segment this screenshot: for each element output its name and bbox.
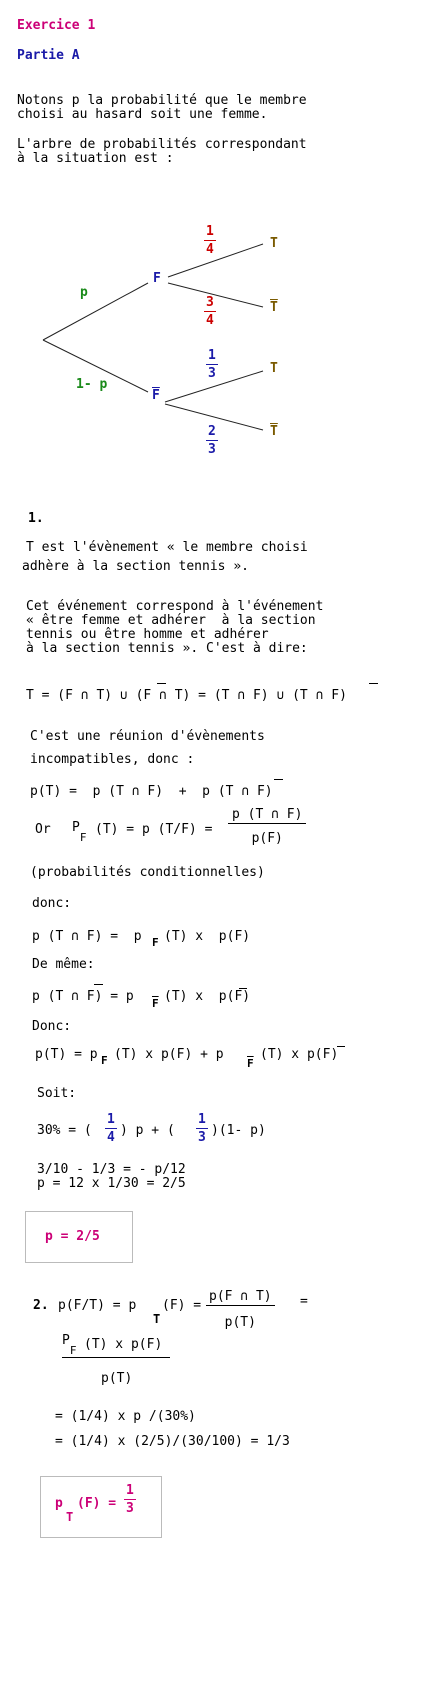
answer-p: p [55, 1496, 63, 1511]
equation-line: (T) x p(F) [164, 929, 251, 944]
equation-line: p (T ∩ F) = p [32, 989, 134, 1004]
node-Fbar: $\overline{F}$ [152, 388, 160, 403]
intro-line: L'arbre de probabilités correspondant [17, 137, 307, 152]
overline-mark [369, 683, 378, 684]
equation-line: 3/10 - 1/3 = - p/12 [37, 1162, 186, 1177]
equation-line: p (T ∩ F) = p [32, 929, 142, 944]
equation-line: (T) x p(F) [260, 1047, 339, 1062]
fraction-conditional: p (T ∩ F) p(F) [228, 807, 306, 846]
question-number: 2. [33, 1298, 49, 1313]
overline-mark [94, 984, 103, 985]
leaf-Tbar: $\overline{T}$ [270, 424, 278, 439]
label-or: Or [35, 822, 51, 837]
fraction-1-3: 1 3 [208, 348, 216, 381]
overline-mark [239, 988, 247, 989]
equation-T: T = (F ∩ T) ∪ (F ∩ T) = (T ∩ F) ∪ (T ∩ F) [26, 688, 347, 703]
equation-line: ) p + ( [120, 1123, 175, 1138]
intro-line: choisi au hasard soit une femme. [17, 107, 268, 122]
overline-mark [337, 1046, 345, 1047]
part-title: Partie A [17, 48, 80, 63]
text-line: tennis ou être homme et adhérer [26, 627, 269, 642]
overline-mark [157, 683, 166, 684]
fraction-1-4: 1 4 [206, 224, 214, 257]
equation-line: )(1- p) [211, 1123, 266, 1138]
answer-subscript: T [66, 1510, 74, 1524]
equation-sum: p(T) = p (T ∩ F) + p (T ∩ F) [30, 784, 273, 799]
leaf-T: T [270, 236, 278, 251]
equation-line: = (1/4) x p /(30%) [55, 1409, 196, 1424]
branch-label-p: p [80, 285, 88, 300]
branch-label-one-minus-p: 1- p [76, 377, 108, 392]
probability-tree [0, 0, 446, 470]
equals-sign: = [300, 1294, 308, 1309]
text-line: incompatibles, donc : [30, 752, 195, 767]
text-line: Cet événement correspond à l'événement [26, 599, 324, 614]
fraction-3-4: 3 4 [206, 295, 214, 328]
fraction-1-4: 1 4 [107, 1112, 115, 1145]
text-line: à la section tennis ». C'est à dire: [26, 641, 308, 656]
intro-line: à la situation est : [17, 151, 174, 166]
text-line: « être femme et adhérer à la section [26, 613, 316, 628]
question-number: 1. [28, 511, 44, 526]
text-line: Donc: [32, 1019, 72, 1034]
leaf-T: T [270, 361, 278, 376]
fraction-bayes: p(F ∩ T) p(T) [206, 1289, 275, 1330]
equation-line: (T) x p(F) [84, 1337, 163, 1352]
equation-line: (F) = [162, 1298, 202, 1313]
answer-mid: (F) = [77, 1496, 117, 1511]
text-line: Soit: [37, 1086, 77, 1101]
fraction-1-3: 1 3 [198, 1112, 206, 1145]
equation-line: p = 12 x 1/30 = 2/5 [37, 1176, 186, 1191]
text-line: adhère à la section tennis ». [22, 559, 249, 574]
answer-fraction: 1 3 [126, 1483, 134, 1516]
equation-line: (T) x p(F) [164, 989, 251, 1004]
text-line: C'est une réunion d'évènements [30, 729, 265, 744]
text-line: (probabilités conditionnelles) [30, 865, 265, 880]
equation-conditional: (T) = p (T/F) = [95, 822, 213, 837]
equation-line: p(T) [101, 1371, 133, 1386]
intro-line: Notons p la probabilité que le membre [17, 93, 307, 108]
text-line: T est l'évènement « le membre choisi [26, 540, 308, 555]
overline-mark [274, 779, 283, 780]
equation-line: 30% = ( [37, 1123, 92, 1138]
equation-line: p(T) = p [35, 1047, 98, 1062]
equation-line: p(F/T) = p [58, 1298, 137, 1313]
leaf-Tbar: $\overline{T}$ [270, 300, 278, 315]
text-line: De même: [32, 957, 95, 972]
exercise-title: Exercice 1 [17, 18, 96, 33]
text-line: donc: [32, 896, 72, 911]
fraction-2-3: 2 3 [208, 424, 216, 457]
equation-line: (T) x p(F) + p [114, 1047, 224, 1062]
fraction-bar [62, 1357, 170, 1358]
node-F: F [153, 271, 161, 286]
answer-p: p = 2/5 [45, 1229, 100, 1244]
equation-line: = (1/4) x (2/5)/(30/100) = 1/3 [55, 1434, 290, 1449]
